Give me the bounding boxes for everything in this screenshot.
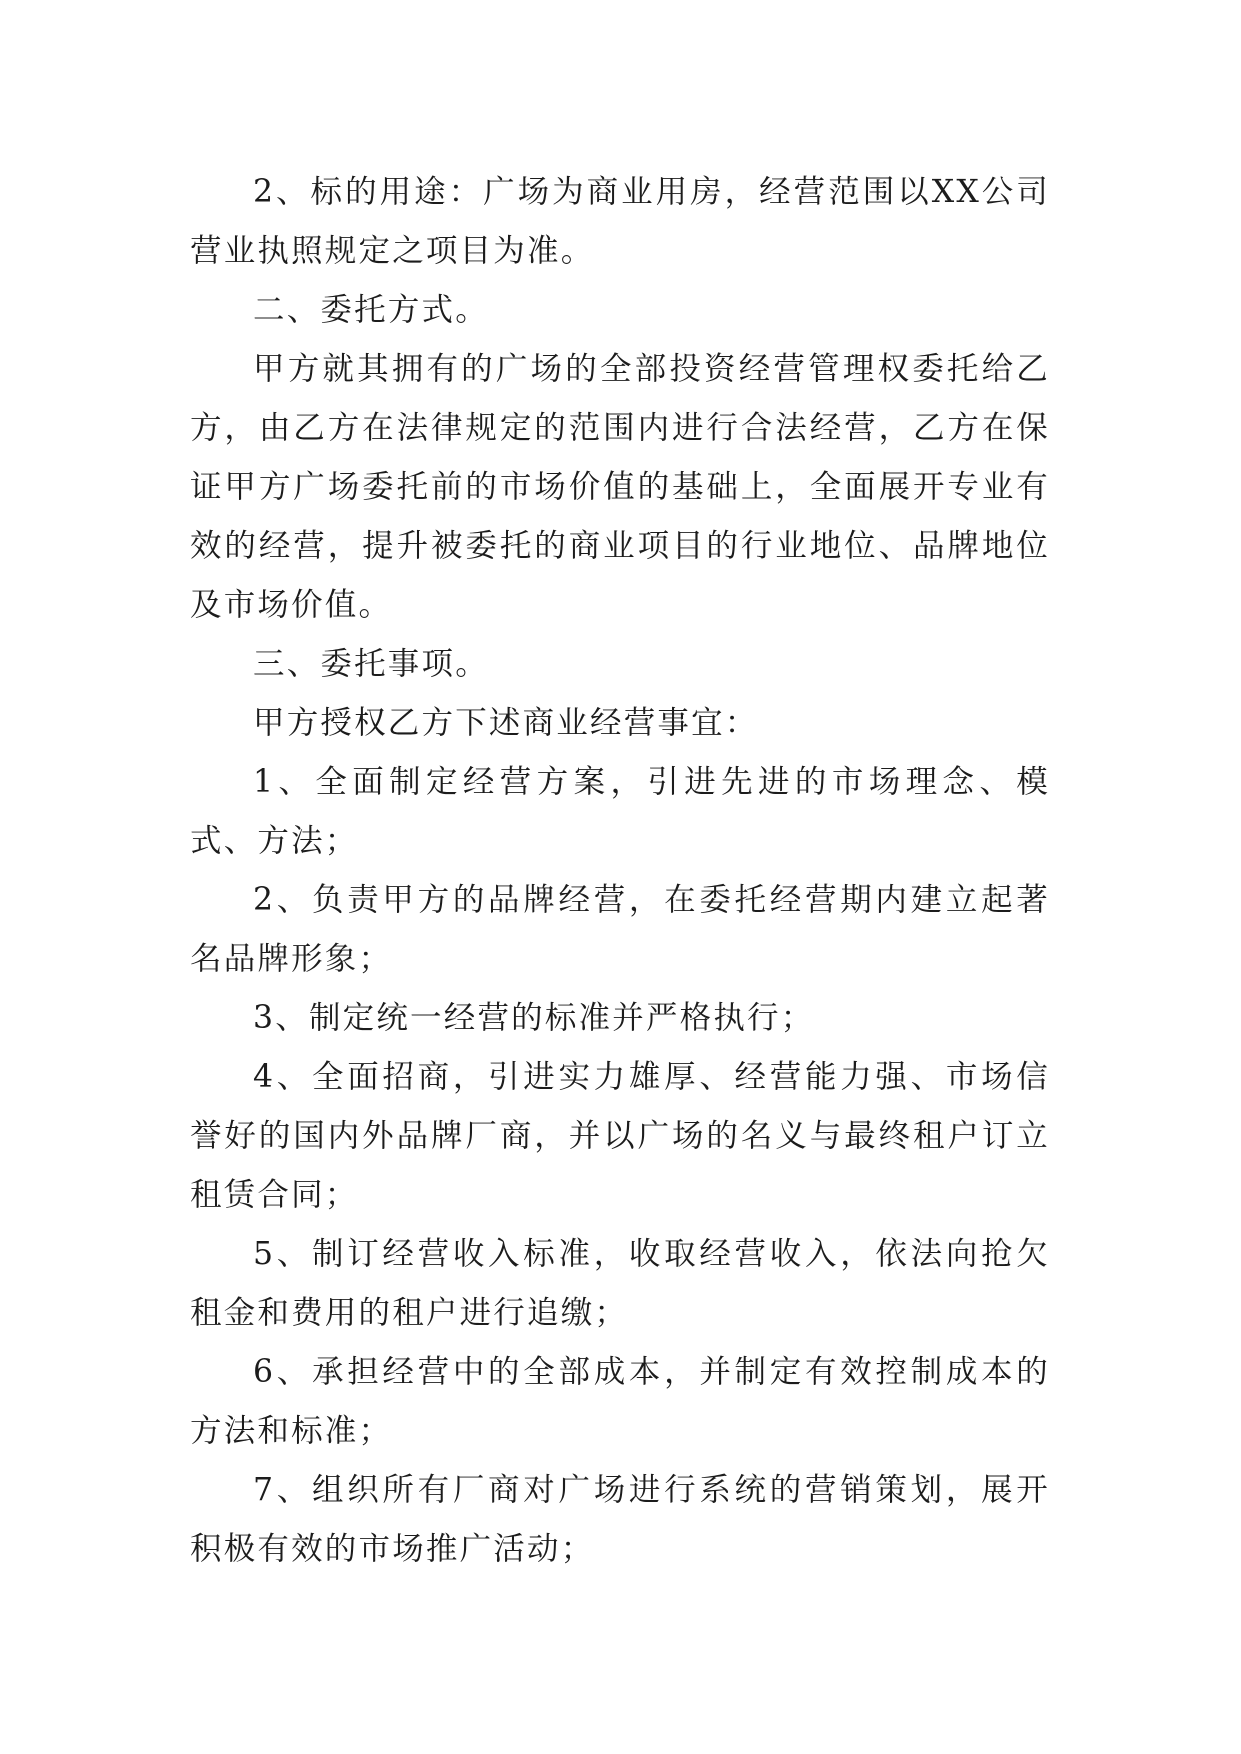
list-item-1: 1、全面制定经营方案，引进先进的市场理念、模式、方法； [190,764,1050,859]
paragraph-entrust-method: 甲方就其拥有的广场的全部投资经营管理权委托给乙方，由乙方在法律规定的范围内进行合法经营，乙方在保证甲方广场委托前的市场价值的基础上，全面展开专业有效的经营，提升被委托的商业项目的行业地位、品牌地位及市场价值。 [190,351,1050,623]
section-heading-entrust-method: 二、委托方式。 [253,292,489,328]
list-item-3: 3、制定统一经营的标准并严格执行； [253,1000,815,1036]
paragraph-authorization-intro: 甲方授权乙方下述商业经营事宜： [253,705,759,741]
clause-purpose: 2、标的用途：广场为商业用房，经营范围以XX公司营业执照规定之项目为准。 [190,174,1050,269]
list-item-4: 4、全面招商，引进实力雄厚、经营能力强、市场信誉好的国内外品牌厂商，并以广场的名义与最终租户订立租赁合同； [190,1059,1050,1213]
list-item-6: 6、承担经营中的全部成本，并制定有效控制成本的方法和标准； [190,1354,1050,1449]
list-item-5: 5、制订经营收入标准，收取经营收入，依法向抢欠租金和费用的租户进行追缴； [190,1236,1050,1331]
section-heading-entrust-matters: 三、委托事项。 [253,646,489,682]
list-item-7: 7、组织所有厂商对广场进行系统的营销策划，展开积极有效的市场推广活动； [190,1472,1050,1567]
document-body [190,163,1050,1579]
list-item-2: 2、负责甲方的品牌经营，在委托经营期内建立起著名品牌形象； [190,882,1050,977]
